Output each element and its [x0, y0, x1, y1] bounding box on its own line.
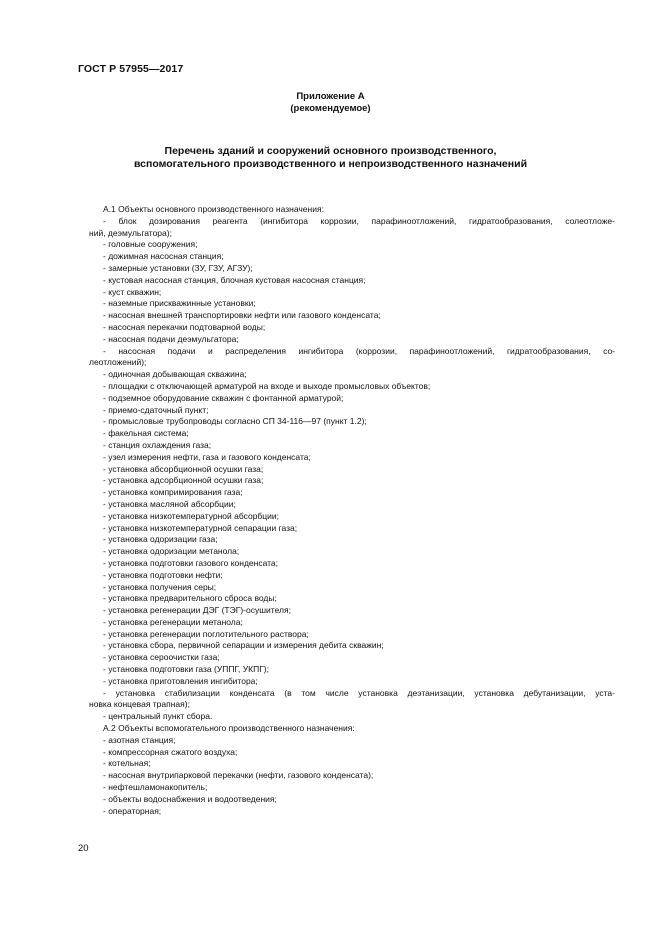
text-line: - установка подготовки газового конденсата; — [103, 557, 278, 568]
text-line: - промысловые трубопроводы согласно СП 34-116—97 (пункт 1.2); — [103, 416, 367, 427]
text-line: - наземные прискважинные установки; — [103, 298, 256, 309]
text-line: - установка масляной абсорбции; — [103, 498, 236, 509]
text-line: - котельная; — [103, 758, 151, 769]
text-line: - факельная система; — [103, 428, 189, 439]
text-line: новка концевая трапная); — [89, 699, 190, 710]
text-line: - объекты водоснабжения и водоотведения; — [103, 793, 277, 804]
text-line: - установка стабилизации конденсата (в том числе установка деэтанизации, установка дебутанизации, уста- — [103, 687, 615, 698]
text-line: - насосная внешней транспортировки нефти или газового конденсата; — [103, 310, 381, 321]
text-line: - азотная станция; — [103, 734, 176, 745]
text-line: леотложений); — [89, 357, 147, 368]
text-line: - установка абсорбционной осушки газа; — [103, 463, 264, 474]
text-line: - установка приготовления ингибитора; — [103, 675, 258, 686]
text-line: - приемо-сдаточный пункт; — [103, 404, 209, 415]
text-line: - блок дозирования реагента (ингибитора коррозии, парафиноотложений, гидратообразования, солеотложе- — [103, 215, 615, 226]
text-line: - подземное оборудование скважин с фонтанной арматурой; — [103, 392, 344, 403]
text-line: - дожимная насосная станция; — [103, 251, 224, 262]
text-line: - установка адсорбционной осушки газа; — [103, 475, 264, 486]
section-title-line-2: вспомогательного производственного и непроизводственного назначений — [133, 158, 528, 170]
text-line: ний, деэмульгатора); — [89, 227, 172, 238]
text-line: - головные сооружения; — [103, 239, 198, 250]
text-line: - площадки с отключающей арматурой на входе и выходе промысловых объектов; — [103, 380, 431, 391]
text-line: - центральный пункт сбора. — [103, 711, 213, 722]
text-line: - установка подготовки нефти; — [103, 569, 223, 580]
text-line: - нефтешламонакопитель; — [103, 782, 208, 793]
text-line: - установка низкотемпературной сепарации газа; — [103, 522, 298, 533]
text-line: - насосная перекачки подтоварной воды; — [103, 321, 266, 332]
annex-title: Приложение А — [296, 91, 365, 102]
text-line: - насосная подачи и распределения ингибитора (коррозии, парафиноотложений, гидратообразования, со- — [103, 345, 615, 356]
text-line: - установка сбора, первичной сепарации и измерения дебита скважин; — [103, 640, 384, 651]
text-line: - установка предварительного сброса воды; — [103, 593, 277, 604]
document-body — [89, 204, 615, 817]
text-line: - установка одоризации газа; — [103, 534, 218, 545]
text-line: А.1 Объекты основного производственного назначения: — [103, 204, 324, 214]
document-code: ГОСТ Р 57955—2017 — [78, 63, 184, 75]
text-line: - куст скважин; — [103, 286, 162, 297]
text-line: - станция охлаждения газа; — [103, 439, 212, 450]
text-line: А.2 Объекты вспомогательного производственного назначения: — [103, 723, 355, 734]
text-line: - компрессорная сжатого воздуха; — [103, 746, 238, 757]
text-line: - установка получения серы; — [103, 581, 217, 592]
text-line: - установка регенерации метанола; — [103, 616, 243, 627]
page-number: 20 — [78, 843, 89, 854]
text-line: - установка одоризации метанола; — [103, 546, 240, 557]
text-line: - одиночная добывающая скважина; — [103, 369, 247, 380]
text-line: - насосная подачи деэмульгатора; — [103, 333, 239, 344]
annex-heading — [0, 91, 661, 115]
text-line: - установка регенерации поглотительного раствора; — [103, 628, 309, 639]
annex-subtitle: (рекомендуемое) — [290, 103, 371, 114]
text-line: - насосная внутрипарковой перекачки (нефти, газового конденсата); — [103, 770, 374, 781]
text-line: - установка подготовки газа (УППГ, УКПГ); — [103, 664, 270, 675]
text-line: - замерные установки (ЗУ, ГЗУ, АГЗУ); — [103, 262, 253, 273]
section-title — [0, 145, 661, 171]
text-line: - кустовая насосная станция, блочная кустовая насосная станция; — [103, 274, 366, 285]
text-line: - установка сероочистки газа; — [103, 652, 220, 663]
text-line: - операторная; — [103, 805, 162, 816]
text-line: - установка низкотемпературной абсорбции; — [103, 510, 280, 521]
text-line: - установка регенерации ДЭГ (ТЭГ)-осушителя; — [103, 605, 291, 616]
text-line: - узел измерения нефти, газа и газового конденсата; — [103, 451, 311, 462]
section-title-line-1: Перечень зданий и сооружений основного производственного, — [164, 145, 497, 157]
text-line: - установка компримирования газа; — [103, 487, 243, 498]
